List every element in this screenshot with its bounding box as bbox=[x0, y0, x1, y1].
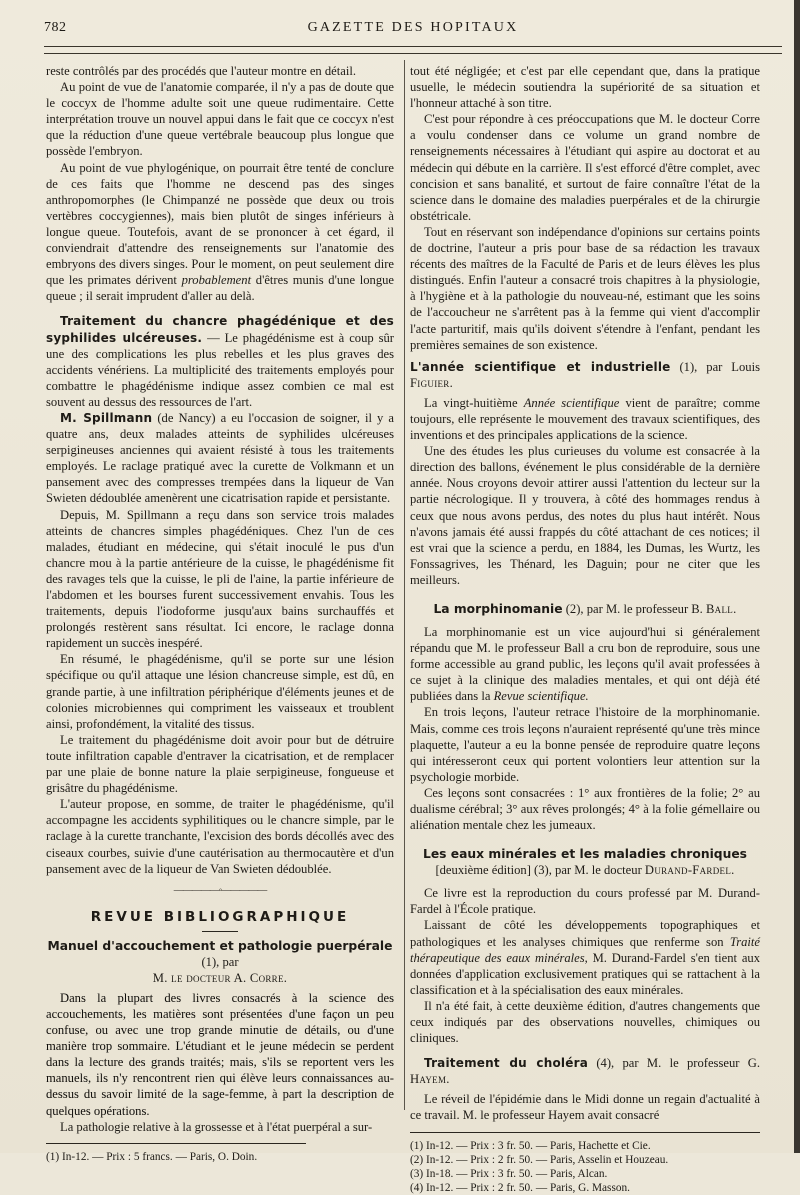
header-double-rule bbox=[44, 46, 782, 54]
paragraph: Le traitement du phagédénisme doit avoir pour but de détruire toute infiltration capable d'entraver la cicatrisation, et de remplacer par une plaie de bonne nature la plaie serpigineuse, fongueuse et grisâtre du phagédénisme. bbox=[46, 732, 394, 796]
footnote: (4) In-12. — Prix : 2 fr. 50. — Paris, G. Masson. bbox=[410, 1181, 630, 1194]
page-number: 782 bbox=[44, 20, 67, 35]
book-title-eaux bbox=[410, 846, 760, 878]
paragraph bbox=[410, 624, 760, 704]
book-title-text: L'année scientifique et industrielle bbox=[410, 359, 671, 374]
text-run: vient de paraître; comme toujours, elle représente le mouvement des travaux scientifiques, des inventions et des principales applications de la science. bbox=[410, 395, 761, 443]
text-run: — Le phagédénisme est à coup sûr une des complications les plus rebelles et les plus graves des accidents vénériens. La multiplicité des traitements employés pour combattre le phagédénisme indique assez combien ce mal est souvent au dessus des ressources de l'art. bbox=[46, 330, 394, 409]
book-author: M. le docteur A. Corre. bbox=[152, 970, 288, 985]
book-title-morphinomanie bbox=[410, 601, 760, 617]
book-author: Ball. bbox=[705, 602, 737, 616]
text-run: [deuxième édition] (3), par M. le docteur bbox=[435, 863, 645, 878]
footnote: (1) In-12. — Prix : 5 francs. — Paris, O. Doin. bbox=[46, 1150, 258, 1163]
book-title-text: Manuel d'accouchement et pathologie puerpérale bbox=[47, 938, 393, 953]
article-chancre bbox=[46, 313, 394, 410]
text-run: La morphinomanie est un vice aujourd'hui si généralement répandu que M. le professeur Ball a cru bon de reproduire, sous une forme accessible au grand public, les leçons qu'il avait professées à ce sujet à la clinique des maladies mentales, et qui ont déjà été publiées dans la bbox=[410, 625, 760, 704]
book-title-text: La morphinomanie bbox=[433, 602, 563, 616]
paragraph: Tout en réservant son indépendance d'opinions sur certains points de doctrine, l'auteur a pris pour base de sa rédaction les travaux récents des maîtres de la Faculté de Paris et de leurs élèves les plus distingués. Enfin l'auteur a consacré trois chapitres à la physiologie, à l'hygiène et à la pathologie du nouveau-né, estimant que les soins de l'accoucheur ne s'arrêtent pas à la femme qui vient d'accomplir l'acte parturitif, mais qu'ils doivent s'étendre à l'enfant, pendant les premières semaines de son existence. bbox=[410, 224, 760, 352]
paragraph: tout été négligée; et c'est par elle cependant que, dans la pratique usuelle, le médecin soutiendra la supériorité de sa situation et l'honneur attaché à son titre. bbox=[410, 64, 760, 111]
book-title-cholera bbox=[410, 1055, 760, 1087]
page-edge-shadow bbox=[794, 0, 800, 1153]
book-title-text: Traitement du choléra bbox=[424, 1056, 589, 1071]
paragraph: La pathologie relative à la grossesse et à l'état puerpéral a sur- bbox=[60, 1119, 373, 1134]
footnote: (1) In-12. — Prix : 3 fr. 50. — Paris, Hachette et Cie. bbox=[410, 1139, 651, 1152]
book-author: Hayem. bbox=[410, 1072, 450, 1087]
section-ornament: —————◦————— bbox=[173, 884, 267, 896]
paragraph: En résumé, le phagédénisme, qu'il se porte sur une lésion spécifique ou qu'il attaque une lésion chancreuse simple, est dû, en grande partie, à une infiltration périphérique d'éléments jeunes et de colonies microbiennes qui compriment les vaisseaux et troublent ainsi, profondément, la vitalité des tissus. bbox=[46, 652, 394, 731]
italic-run: Revue scientifique. bbox=[493, 689, 589, 704]
footnote-rule bbox=[46, 1143, 306, 1144]
text-run: La vingt-huitième bbox=[424, 395, 524, 410]
text-run: (2), par M. le professeur B. bbox=[562, 602, 706, 616]
text-run: Au point de vue phylogénique, on pourrait être tenté de conclure de ces faits que l'homme ne descend pas des singes anthropomorphes (le Chimpanzé ne possède que deux ou trois vertèbres coccygiennes), mais bien plutôt de singes inférieurs à longue queue. Toutefois, avant de se prononcer à cet égard, il conviendrait d'attendre des renseignements sur l'anatomie des embryons des divers singes. Pour le moment, on peut seulement dire que les primates dérivent bbox=[46, 160, 394, 288]
text-run: (4), par M. le professeur G. bbox=[588, 1056, 761, 1071]
paragraph: Dans la plupart des livres consacrés à la science des accouchements, les matières sont présentées d'une façon un peu confuse, ou avec une trop grande minutie de détails, ou d'une manière trop sommaire. L'étudiant et le jeune médecin se perdent dans la lecture des grands traités; mais, s'ils se reportent vers les manuels, ils n'y rencontrent rien qui élève leurs connaissances au-dessus du savoir limité de la sage-femme, à part la description de quelques opérations. bbox=[46, 990, 394, 1118]
paragraph: C'est pour répondre à ces préoccupations que M. le docteur Corre a voulu condenser dans ce volume un grand nombre de renseignements nécessaires à l'étudiant qui aspire au doctorat et au médecin qui débute en la carrière. Il s'est efforcé d'être complet, avec concision et sans banalité, et surtout de faire connaître l'état de la science dans le domaine des maladies puerpérales et de la chirurgie obstétricale. bbox=[410, 112, 760, 223]
paragraph: En trois leçons, l'auteur retrace l'histoire de la morphinomanie. Mais, comme ces trois leçons n'auraient représenté qu'une très mince plaquette, l'auteur a eu la bonne pensée de reproduire quatre leçons qui intéresseront ceux qui portent volontiers leur attention sur la psychologie morbide. bbox=[410, 705, 760, 784]
book-author: Figuier. bbox=[410, 375, 454, 390]
paragraph: reste contrôlés par des procédés que l'auteur montre en détail. bbox=[46, 64, 356, 78]
text-run: (1), par bbox=[201, 954, 239, 969]
page-header bbox=[44, 18, 782, 42]
book-title-text: Les eaux minérales et les maladies chroniques bbox=[423, 847, 747, 862]
footnote: (3) In-18. — Prix : 3 fr. 50. — Paris, Alcan. bbox=[410, 1167, 608, 1180]
section-title: Traitement du chancre phagédénique et des syphilides ulcéreuses. bbox=[46, 314, 394, 345]
footnote-rule bbox=[410, 1132, 760, 1133]
paragraph: L'auteur propose, en somme, de traiter le phagédénisme, qu'il accompagne les accidents syphilitiques ou le chancre simple, par le raclage à la curette tranchante, l'excision des bords décollés avec des ciseaux courbes, suivie d'une cautérisation au thermocautère et d'un pansement avec de la liqueur de Van Swieten dédoublée. bbox=[46, 797, 394, 876]
left-column bbox=[46, 63, 394, 1164]
author-name: M. Spillmann bbox=[60, 410, 153, 425]
paragraph: Une des études les plus curieuses du volume est consacrée à la direction des ballons, événement le plus considérable de la dernière année. Nous croyons devoir attirer aussi l'attention du lecteur sur la partie nécrologique. Il y trouvera, à côté des hommages rendus à ceux que nous avons perdus, des notes du plus haut intérêt. Nous n'avons jamais été aussi frappés du côté attachant de ces notices; il est vrai que la science a perdu, en 1884, les Dumas, les Wurtz, les Fonssagrives, les Thénard, les Daguin; pour ne citer que les meilleurs. bbox=[410, 444, 760, 587]
paragraph bbox=[410, 395, 760, 443]
paragraph: Ce livre est la reproduction du cours professé par M. Durand-Fardel à l'École pratique. bbox=[410, 886, 760, 917]
paragraph: Au point de vue de l'anatomie comparée, il n'y a pas de doute que le coccyx de l'homme adulte soit une queue rudimentaire. Cette interprétation trouve un nouvel appui dans le fait que ce coccyx n'est que la réduction d'une queue vertébrale beaucoup plus longue que possède l'embryon. bbox=[46, 80, 394, 159]
paragraph: Ces leçons sont consacrées : 1° aux frontières de la folie; 2° au dualisme cérébral; 3° aux rêves prolongés; 4° à la folie gémellaire ou aliénation mentale chez les jumeaux. bbox=[410, 785, 760, 833]
text-run: (1), par Louis bbox=[670, 359, 760, 374]
book-title-manuel bbox=[46, 938, 394, 986]
short-rule bbox=[202, 931, 238, 932]
text-run: d'êtres munis d'une longue queue ; il serait imprudent d'aller au delà. bbox=[46, 273, 394, 304]
italic-run: probablement bbox=[181, 273, 252, 288]
paragraph: Le réveil de l'épidémie dans le Midi donne un regain d'actualité à ce travail. M. le professeur Hayem avait consacré bbox=[410, 1092, 760, 1123]
journal-title: GAZETTE DES HOPITAUX bbox=[307, 20, 519, 35]
text-run: Laissant de côté les développements topographiques et pathologiques et les analyses chimiques que renferme son bbox=[410, 918, 760, 949]
paragraph bbox=[46, 410, 394, 507]
text-run: (de Nancy) a eu l'occasion de soigner, il y a quatre ans, deux malades atteints de syphilides ulcéreuses serpigineuses anciennes qui avaient résisté à tous les traitements employés. Le raclage pratiqué avec la curette de Volkmann et un pansement avec des compresses trempées dans la liqueur de Van Swieten dédoublée amenèrent une cicatrisation rapide et persistante. bbox=[46, 410, 395, 506]
column-divider bbox=[404, 60, 405, 1110]
italic-run: Année scientifique bbox=[523, 395, 620, 410]
paragraph: Il n'a été fait, à cette deuxième édition, d'autres changements que ceux indiqués par des observations nouvelles, chimiques ou cliniques. bbox=[410, 998, 760, 1046]
paragraph bbox=[410, 917, 760, 997]
paragraph: Depuis, M. Spillmann a reçu dans son service trois malades atteints de chancres simples phagédéniques. Chez l'un de ces malades, étudiant en médecine, qui s'était inoculé le pus d'un chancre mou à la partie antérieure de la cuisse, le phagédénisme fit des ravages tels que la cuisse, le pli de l'aine, la partie inférieure de l'abdomen et les bourses furent successivement envahis. Tous les traitements, depuis l'iodoforme jusqu'aux bains surchauffés et prolongés restèrent sans résultat. Ici encore, le raclage donna rapidement un succès inespéré. bbox=[46, 507, 394, 651]
footnote: (2) In-12. — Prix : 2 fr. 50. — Paris, Asselin et Houzeau. bbox=[410, 1153, 669, 1166]
review-heading: REVUE BIBLIOGRAPHIQUE bbox=[90, 908, 350, 925]
text-run: , M. Durand-Fardel s'en tient aux données d'application exclusivement pratiques qui se rattachent à la classification et à la spécialisation des eaux minérales. bbox=[410, 950, 760, 997]
book-title-annee bbox=[410, 359, 760, 391]
italic-run: Traité thérapeutique des eaux minérales bbox=[410, 934, 760, 965]
book-author: Durand-Fardel. bbox=[644, 863, 735, 878]
paragraph bbox=[46, 160, 394, 305]
right-column bbox=[410, 63, 760, 1195]
